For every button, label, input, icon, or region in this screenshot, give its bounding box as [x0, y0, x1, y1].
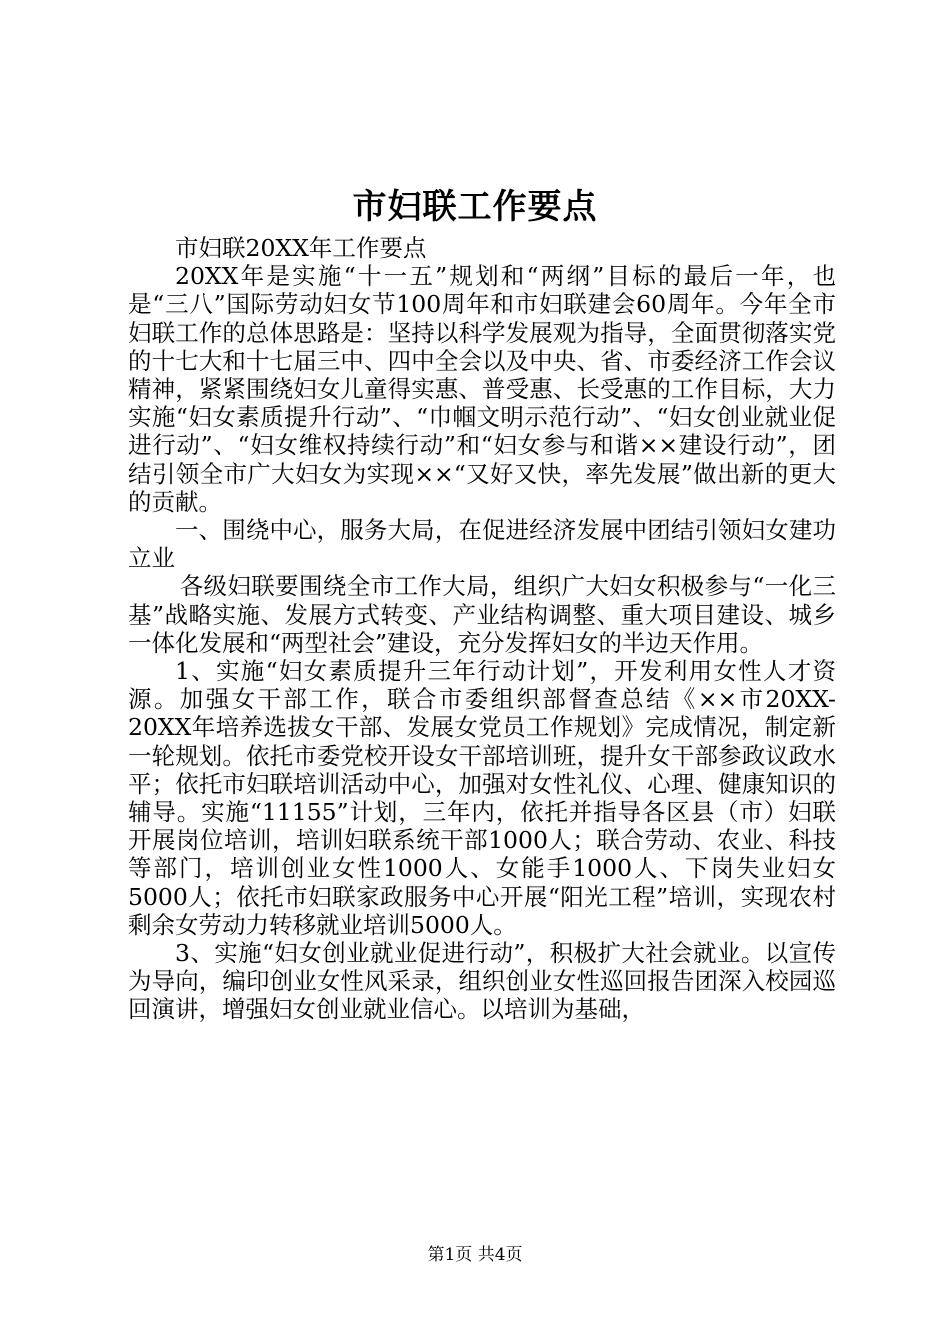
page-number-footer: 第1页 共4页 [427, 1245, 523, 1265]
intro-paragraph: 20XX年是实施“十一五”规划和“两纲”目标的最后一年，也是“三八”国际劳动妇女节100周年和市妇联建会60周年。今年全市妇联工作的总体思路是：坚持以科学发展观为指导，全面贯彻落实党的十七大和十七届三中、四中全会以及中央、省、市委经济工作会议精神，紧紧围绕妇女儿童得实惠、普受惠、长受惠的工作目标，大力实施“妇女素质提升行动”、“巾帼文明示范行动”、“妇女创业就业促进行动”、“妇女维权持续行动”和“妇女参与和谐××建设行动”，团结引领全市广大妇女为实现××“又好又快，率先发展”做出新的更大的贡献。 [128, 262, 836, 516]
subtitle-paragraph: 市妇联20XX年工作要点 [175, 234, 427, 262]
section-heading-1: 一、围绕中心，服务大局，在促进经济发展中团结引领妇女建功立业 [128, 516, 836, 573]
document-body [128, 234, 836, 1024]
item-3-paragraph: 3、实施“妇女创业就业促进行动”，积极扩大社会就业。以宣传为导向，编印创业女性风采录，组织创业女性巡回报告团深入校园巡回演讲，增强妇女创业就业信心。以培训为基础， [128, 939, 836, 1024]
section-1-paragraph: 各级妇联要围绕全市工作大局，组织广大妇女积极参与“一化三基”战略实施、发展方式转变、产业结构调整、重大项目建设、城乡一体化发展和“两型社会”建设，充分发挥妇女的半边天作用。 [128, 572, 836, 657]
document-title: 市妇联工作要点 [352, 187, 598, 227]
item-1-paragraph: 1、实施“妇女素质提升三年行动计划”，开发利用女性人才资源。加强女干部工作，联合市委组织部督查总结《××市20XX-20XX年培养选拔女干部、发展女党员工作规划》完成情况，制定新一轮规划。依托市委党校开设女干部培训班，提升女干部参政议政水平；依托市妇联培训活动中心，加强对女性礼仪、心理、健康知识的辅导。实施“11155”计划，三年内，依托并指导各区县（市）妇联开展岗位培训，培训妇联系统干部1000人；联合劳动、农业、科技等部门，培训创业女性1000人、女能手1000人、下岗失业妇女5000人；依托市妇联家政服务中心开展“阳光工程”培训，实现农村剩余女劳动力转移就业培训5000人。 [128, 657, 836, 939]
